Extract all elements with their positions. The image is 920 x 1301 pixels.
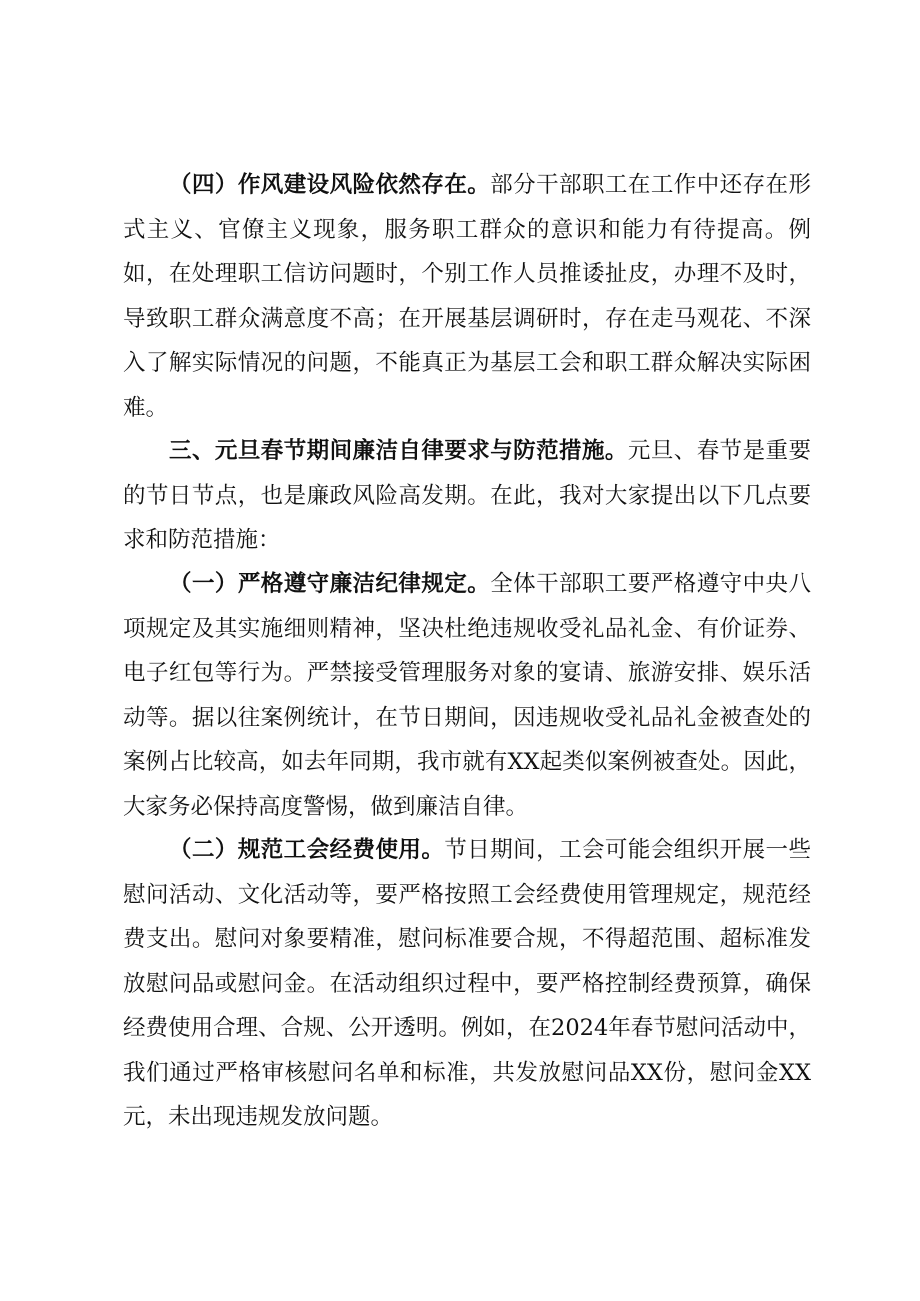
paragraph-heading: （一）严格遵守廉洁纪律规定。 <box>169 571 491 597</box>
paragraph-union-funds <box>123 828 811 1140</box>
paragraph-body: 全体干部职工要严格遵守中央八项规定及其实施细则精神，坚决杜绝违规收受礼品礼金、有价证券、电子红包等行为。严禁接受管理服务对象的宴请、旅游安排、娱乐活动等。据以往案例统计，在节日期间，因违规收受礼品礼金被查处的案例占比较高，如去年同期，我市就有XX起类似案例被查处。因此，大家务必保持高度警惕，做到廉洁自律。 <box>123 571 811 820</box>
paragraph-holiday-requirements <box>123 429 811 563</box>
paragraph-work-style-risk <box>123 163 811 430</box>
paragraph-body: 元旦、春节是重要的节日节点，也是廉政风险高发期。在此，我对大家提出以下几点要求和防范措施： <box>123 438 811 553</box>
section-heading: 三、元旦春节期间廉洁自律要求与防范措施。 <box>169 438 628 464</box>
paragraph-body: 部分干部职工在工作中还存在形式主义、官僚主义现象，服务职工群众的意识和能力有待提高。例如，在处理职工信访问题时，个别工作人员推诿扯皮，办理不及时，导致职工群众满意度不高；在开展基层调研时，存在走马观花、不深入了解实际情况的问题，不能真正为基层工会和职工群众解决实际困难。 <box>123 172 811 421</box>
paragraph-body: 节日期间，工会可能会组织开展一些慰问活动、文化活动等，要严格按照工会经费使用管理规定，规范经费支出。慰问对象要精准，慰问标准要合规，不得超范围、超标准发放慰问品或慰问金。在活动组织过程中，要严格控制经费预算，确保经费使用合理、合规、公开透明。例如，在2024年春节慰问活动中，我们通过严格审核慰问名单和标准，共发放慰问品XX份，慰问金XX元，未出现违规发放问题。 <box>123 837 811 1130</box>
paragraph-heading: （四）作风建设风险依然存在。 <box>169 172 491 198</box>
paragraph-integrity-rules <box>123 562 811 829</box>
paragraph-heading: （二）规范工会经费使用。 <box>169 837 445 863</box>
